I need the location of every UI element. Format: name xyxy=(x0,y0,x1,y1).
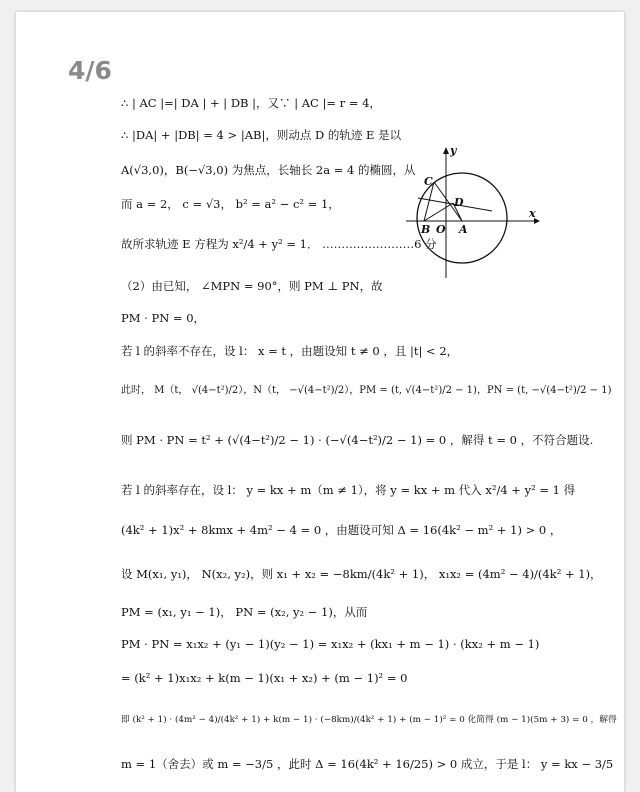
page-indicator: 4/6 xyxy=(68,56,112,85)
text-line-16: = (k² + 1)x₁x₂ + k(m − 1)(x₁ + x₂) + (m − 1)² = 0 xyxy=(121,671,408,685)
label-b: B xyxy=(421,223,431,236)
text-line-13: 设 M(x₁, y₁)， N(x₂, y₂)，则 x₁ + x₂ = −8km/(4k² + 1)， x₁x₂ = (4m² − 4)/(4k² + 1)， xyxy=(121,567,602,581)
ellipse-circle-figure xyxy=(404,142,544,282)
text-line-10: 则 PM · PN = t² + (√(4−t²)/2 − 1) · (−√(4−t²)/2 − 1) = 0 ，解得 t = 0 ，不符合题设. xyxy=(121,433,594,447)
text-line-3: A(√3,0)，B(−√3,0) 为焦点，长轴长 2a = 4 的椭圆，从 xyxy=(121,163,416,177)
label-o: O xyxy=(436,223,446,236)
label-y: y xyxy=(450,144,457,157)
text-line-1: ∴ | AC |=| DA | + | DB |，又∵ | AC |= r = 4， xyxy=(121,96,381,110)
text-line-18: m = 1（舍去）或 m = −3/5 ，此时 Δ = 16(4k² + 16/25) > 0 成立，于是 l： y = kx − 3/5 xyxy=(121,757,614,771)
text-line-12: (4k² + 1)x² + 8kmx + 4m² − 4 = 0 ，由题设可知 Δ = 16(4k² − m² + 1) > 0 ， xyxy=(121,523,562,537)
text-line-6: （2）由已知， ∠MPN = 90°，则 PM ⊥ PN，故 xyxy=(121,279,383,293)
text-line-11: 若 l 的斜率存在，设 l： y = kx + m（m ≠ 1），将 y = kx + m 代入 x²/4 + y² = 1 得 xyxy=(121,483,576,497)
y-axis-arrow xyxy=(443,147,449,154)
label-a: A xyxy=(459,223,468,236)
text-line-17: 即 (k² + 1) · (4m² − 4)/(4k² + 1) + k(m − 1) · (−8km)/(4k² + 1) + (m − 1)² = 0 化简得 (m − 1)(5m + 3) = 0 ，解得 xyxy=(121,715,617,725)
text-line-4: 而 a = 2， c = √3， b² = a² − c² = 1， xyxy=(121,197,340,211)
text-line-2: ∴ |DA| + |DB| = 4 > |AB|，则动点 D 的轨迹 E 是以 xyxy=(121,128,402,142)
label-d: D xyxy=(454,196,464,209)
label-c: C xyxy=(424,175,433,188)
text-line-14: PM = (x₁, y₁ − 1)， PN = (x₂, y₂ − 1)，从而 xyxy=(121,605,368,619)
text-line-9: 此时， M（t， √(4−t²)/2），N（t， −√(4−t²)/2），PM = (t, √(4−t²)/2 − 1)，PN = (t, −√(4−t²)/2 − 1) xyxy=(121,385,612,396)
text-line-8: 若 l 的斜率不存在，设 l： x = t ，由题设知 t ≠ 0 ，且 |t| < 2， xyxy=(121,344,459,358)
document-page xyxy=(16,12,624,792)
label-x: x xyxy=(529,207,536,220)
text-line-15: PM · PN = x₁x₂ + (y₁ − 1)(y₂ − 1) = x₁x₂ + (kx₁ + m − 1) · (kx₂ + m − 1) xyxy=(121,637,540,651)
text-line-7: PM · PN = 0， xyxy=(121,311,206,325)
text-line-5: 故所求轨迹 E 方程为 x²/4 + y² = 1． ……………………6 分 xyxy=(121,237,437,251)
